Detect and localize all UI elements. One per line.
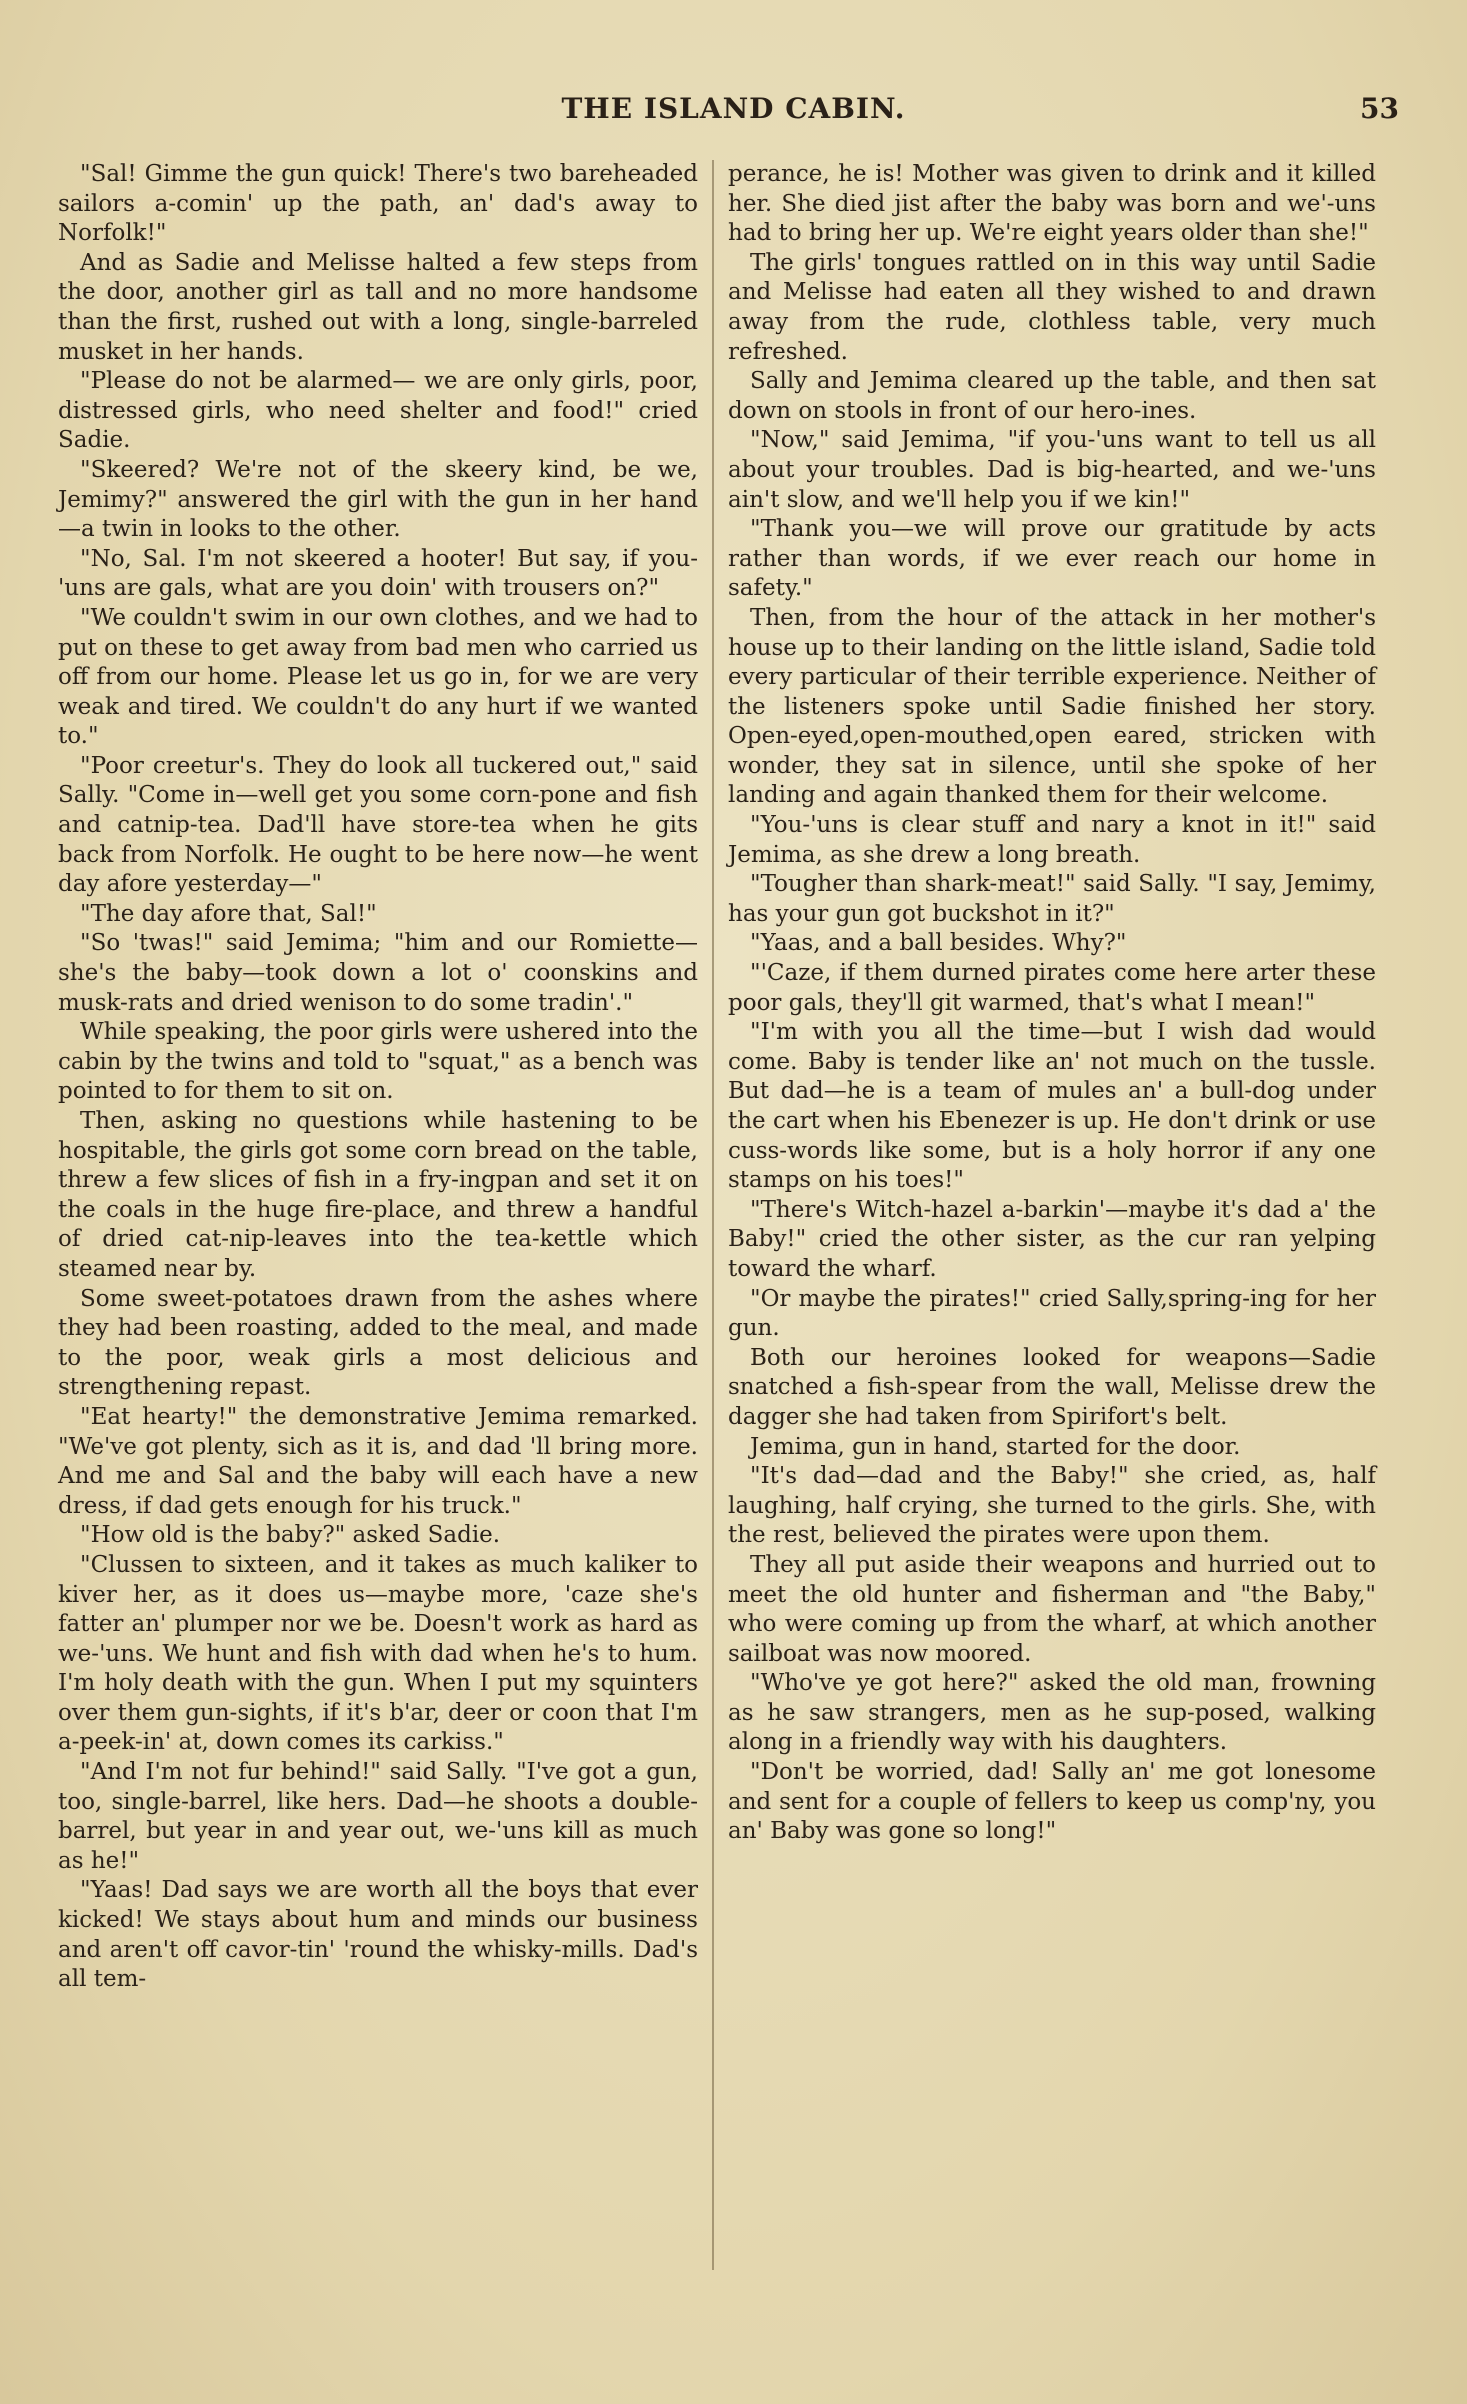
running-header xyxy=(60,92,1407,132)
paragraph: "Clussen to sixteen, and it takes as much kaliker to kiver her, as it does us—maybe more, 'caze she's fatter an' plumper nor we be. Doesn't work as hard as we-'uns. We hunt and fish with dad when he's to hum. I'm holy death with the gun. When I put my squinters over them gun-sights, if it's b'ar, deer or coon that I'm a-peek-in' at, down comes its carkiss." xyxy=(58,1551,698,1756)
paragraph: "And I'm not fur behind!" said Sally. "I've got a gun, too, single-barrel, like hers. Dad—he shoots a double-barrel, but year in and year out, we-'uns kill as much as he!" xyxy=(58,1759,698,1874)
paragraph: "You-'uns is clear stuff and nary a knot in it!" said Jemima, as she drew a long breath. xyxy=(728,812,1376,868)
paragraph: "Thank you—we will prove our gratitude by acts rather than words, if we ever reach our home in safety." xyxy=(728,516,1376,602)
paragraph: Sally and Jemima cleared up the table, and then sat down on stools in front of our hero-ines. xyxy=(728,368,1376,424)
left-column xyxy=(58,160,698,1995)
paragraph: "It's dad—dad and the Baby!" she cried, as, half laughing, half crying, she turned to the girls. She, with the rest, believed the pirates were upon them. xyxy=(728,1463,1376,1549)
paragraph: "Yaas, and a ball besides. Why?" xyxy=(750,930,1127,957)
paragraph: "Please do not be alarmed— we are only girls, poor, distressed girls, who need shelter and food!" cried Sadie. xyxy=(58,368,698,454)
paragraph: perance, he is! Mother was given to drink and it killed her. She died jist after the baby was born and we'-uns had to bring her up. We're eight years older than she!" xyxy=(728,161,1376,247)
paragraph: "Yaas! Dad says we are worth all the boys that ever kicked! We stays about hum and minds our business and aren't off cavor-tin' 'round the whisky-mills. Dad's all tem- xyxy=(58,1877,698,1993)
paragraph: They all put aside their weapons and hurried out to meet the old hunter and fisherman and "the Baby," who were coming up from the wharf, at which another sailboat was now moored. xyxy=(728,1551,1376,1667)
paragraph: "There's Witch-hazel a-barkin'—maybe it's dad a' the Baby!" cried the other sister, as the cur ran yelping toward the wharf. xyxy=(728,1196,1376,1282)
paragraph: While speaking, the poor girls were ushered into the cabin by the twins and told to "squat," as a bench was pointed to for them to sit on. xyxy=(58,1019,698,1105)
running-title: THE ISLAND CABIN. xyxy=(561,92,906,125)
paragraph: Jemima, gun in hand, started for the door. xyxy=(750,1433,1241,1460)
paragraph: "Poor creetur's. They do look all tuckered out," said Sally. "Come in—well get you some corn-pone and fish and catnip-tea. Dad'll have store-tea when he gits back from Norfolk. He ought to be here now—he went day afore yesterday—" xyxy=(58,752,698,898)
paragraph: "Tougher than shark-meat!" said Sally. "I say, Jemimy, has your gun got buckshot in it?" xyxy=(728,871,1376,927)
paragraph: "Or maybe the pirates!" cried Sally,spring-ing for her gun. xyxy=(728,1285,1376,1342)
paragraph: And as Sadie and Melisse halted a few steps from the door, another girl as tall and no more handsome than the first, rushed out with a long, single-barreled musket in her hands. xyxy=(58,249,698,365)
paragraph: "Eat hearty!" the demonstrative Jemima remarked. "We've got plenty, sich as it is, and dad 'll bring more. And me and Sal and the baby will each have a new dress, if dad gets enough for his truck." xyxy=(58,1403,698,1519)
paragraph: "No, Sal. I'm not skeered a hooter! But say, if you-'uns are gals, what are you doin' with trousers on?" xyxy=(58,545,698,602)
right-column xyxy=(728,160,1376,1847)
paragraph: "How old is the baby?" asked Sadie. xyxy=(80,1522,501,1549)
paragraph: "So 'twas!" said Jemima; "him and our Romiette—she's the baby—took down a lot o' coonskins and musk-rats and dried wenison to do some tradin'." xyxy=(58,930,698,1016)
paragraph: "I'm with you all the time—but I wish dad would come. Baby is tender like an' not much on the tussle. But dad—he is a team of mules an' a bull-dog under the cart when his Ebenezer is up. He don't drink or use cuss-words like some, but is a holy horror if any one stamps on his toes!" xyxy=(728,1019,1376,1194)
paragraph: The girls' tongues rattled on in this way until Sadie and Melisse had eaten all they wished to and drawn away from the rude, clothless table, very much refreshed. xyxy=(728,249,1376,365)
paragraph: Then, asking no questions while hastening to be hospitable, the girls got some corn bread on the table, threw a few slices of fish in a fry-ingpan and set it on the coals in the huge fire-place, and threw a handful of dried cat-nip-leaves into the tea-kettle which steamed near by. xyxy=(58,1108,698,1282)
paragraph: Both our heroines looked for weapons—Sadie snatched a fish-spear from the wall, Melisse drew the dagger she had taken from Spirifort's belt. xyxy=(728,1344,1376,1430)
column-divider xyxy=(712,160,714,2270)
paragraph: "'Caze, if them durned pirates come here arter these poor gals, they'll git warmed, that's what I mean!" xyxy=(728,960,1376,1016)
page-number: 53 xyxy=(1360,92,1399,125)
paragraph: "Now," said Jemima, "if you-'uns want to tell us all about your troubles. Dad is big-hearted, and we-'uns ain't slow, and we'll help you if we kin!" xyxy=(728,427,1376,513)
paragraph: Then, from the hour of the attack in her mother's house up to their landing on the little island, Sadie told every particular of their terrible experience. Neither of the listeners spoke until Sadie finished her story. Open-eyed,open-mouthed,open eared, stricken with wonder, they sat in silence, until she spoke of her landing and again thanked them for their welcome. xyxy=(728,604,1376,809)
paragraph: "Who've ye got here?" asked the old man, frowning as he saw strangers, men as he sup-posed, walking along in a friendly way with his daughters. xyxy=(728,1670,1376,1756)
paragraph: "We couldn't swim in our own clothes, and we had to put on these to get away from bad men who carried us off from our home. Please let us go in, for we are very weak and tired. We couldn't do any hurt if we wanted to." xyxy=(58,604,698,750)
paragraph: "Sal! Gimme the gun quick! There's two bareheaded sailors a-comin' up the path, an' dad's away to Norfolk!" xyxy=(58,161,698,247)
paragraph: "The day afore that, Sal!" xyxy=(80,900,377,927)
paragraph: "Don't be worried, dad! Sally an' me got lonesome and sent for a couple of fellers to keep us comp'ny, you an' Baby was gone so long!" xyxy=(728,1759,1376,1845)
paragraph: Some sweet-potatoes drawn from the ashes where they had been roasting, added to the meal, and made to the poor, weak girls a most delicious and strengthening repast. xyxy=(58,1285,698,1401)
paragraph: "Skeered? We're not of the skeery kind, be we, Jemimy?" answered the girl with the gun in her hand—a twin in looks to the other. xyxy=(58,456,698,543)
